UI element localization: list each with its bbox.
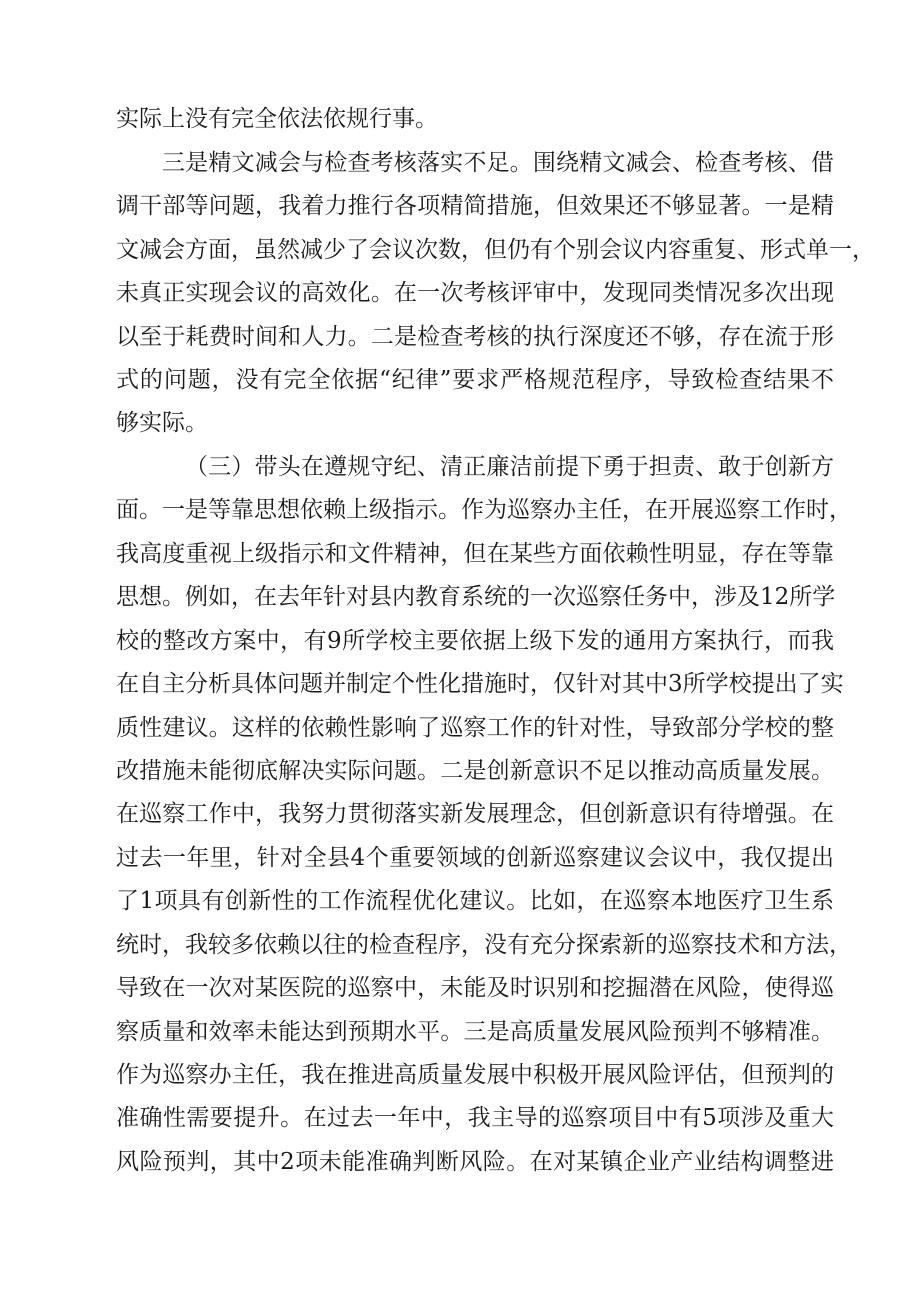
text-line: 校的整改方案中，有9所学校主要依据上级下发的通用方案执行，而我 <box>116 628 834 654</box>
text-line: 我高度重视上级指示和文件精神，但在某些方面依赖性明显，存在等靠 <box>116 541 834 567</box>
text-line: 统时，我较多依赖以往的检查程序，没有充分探索新的巡察技术和方法， <box>116 932 852 958</box>
text-line: 文减会方面，虽然减少了会议次数，但仍有个别会议内容重复、形式单一， <box>116 237 875 263</box>
text-line: 实际上没有完全依法依规行事。 <box>116 106 438 132</box>
text-line: 了1项具有创新性的工作流程优化建议。比如，在巡察本地医疗卫生系 <box>116 888 834 914</box>
text-line: 准确性需要提升。在过去一年中，我主导的巡察项目中有5项涉及重大 <box>116 1105 834 1131</box>
text-line: 作为巡察办主任，我在推进高质量发展中积极开展风险评估，但预判的 <box>116 1062 834 1088</box>
text-line: 在巡察工作中，我努力贯彻落实新发展理念，但创新意识有待增强。在 <box>116 801 834 827</box>
text-line: 在自主分析具体问题并制定个性化措施时，仅针对其中3所学校提出了实 <box>116 671 844 697</box>
text-line: 三是精文减会与检查考核落实不足。围绕精文减会、检查考核、借 <box>162 150 834 176</box>
section-heading: （三）带头在遵规守纪、清正廉洁前提下勇于担责、敢于创新方 <box>185 454 834 480</box>
text-line: 察质量和效率未能达到预期水平。三是高质量发展风险预判不够精准。 <box>116 1019 834 1045</box>
text-line: 质性建议。这样的依赖性影响了巡察工作的针对性，导致部分学校的整 <box>116 715 834 741</box>
text-line: 式的问题，没有完全依据“纪律”要求严格规范程序，导致检查结果不 <box>116 367 834 393</box>
text-line: 思想。例如，在去年针对县内教育系统的一次巡察任务中，涉及12所学 <box>116 584 836 610</box>
text-line: 改措施未能彻底解决实际问题。二是创新意识不足以推动高质量发展。 <box>116 758 834 784</box>
text-line: 未真正实现会议的高效化。在一次考核评审中，发现同类情况多次出现 <box>116 280 834 306</box>
text-line: 面。一是等靠思想依赖上级指示。作为巡察办主任，在开展巡察工作时， <box>116 497 852 523</box>
text-line: 够实际。 <box>116 410 208 436</box>
text-line: 导致在一次对某医院的巡察中，未能及时识别和挖掘潜在风险，使得巡 <box>116 975 834 1001</box>
text-line: 调干部等问题，我着力推行各项精简措施，但效果还不够显著。一是精 <box>116 193 834 219</box>
text-line: 过去一年里，针对全县4个重要领域的创新巡察建议会议中，我仅提出 <box>116 845 834 871</box>
text-line: 风险预判，其中2项未能准确判断风险。在对某镇企业产业结构调整进 <box>116 1149 834 1175</box>
text-line: 以至于耗费时间和人力。二是检查考核的执行深度还不够，存在流于形 <box>116 324 834 350</box>
